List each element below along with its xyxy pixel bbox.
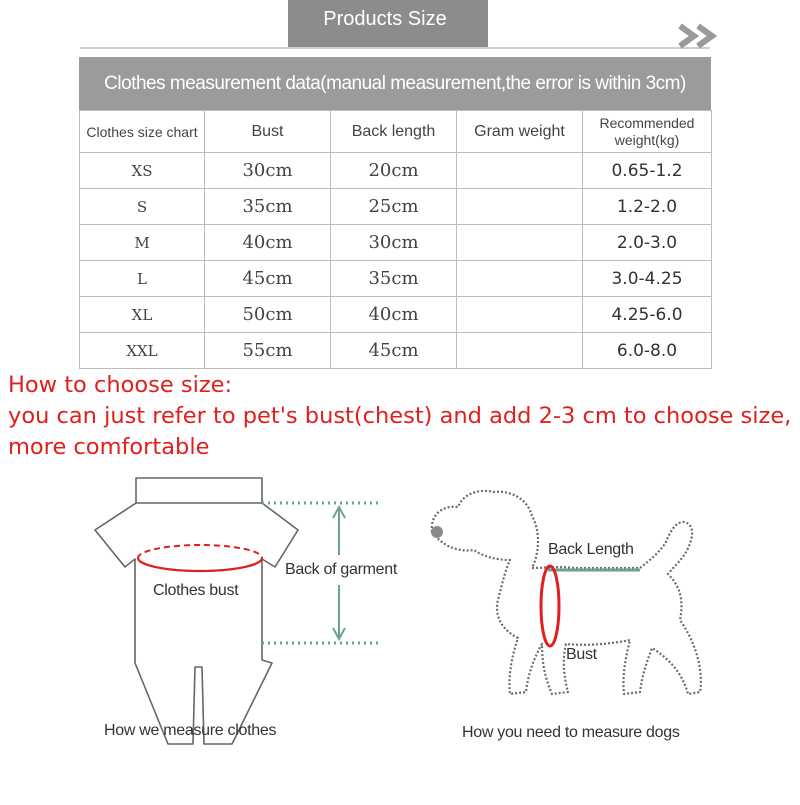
table-title: Clothes measurement data(manual measurement,the error is within 3cm)	[79, 57, 711, 110]
cell-weight: 2.0-3.0	[583, 225, 712, 261]
dog-nose-icon	[431, 526, 443, 538]
cell-weight: 4.25-6.0	[583, 297, 712, 333]
measurement-diagrams	[0, 460, 800, 800]
col-gram-weight: Gram weight	[457, 111, 583, 153]
diagram-drawing	[0, 460, 800, 800]
cell-back: 40cm	[331, 297, 457, 333]
cell-size: M	[80, 225, 205, 261]
cell-bust: 50cm	[205, 297, 331, 333]
cell-gram	[457, 153, 583, 189]
cell-bust: 30cm	[205, 153, 331, 189]
col-size: Clothes size chart	[80, 111, 205, 153]
cell-gram	[457, 189, 583, 225]
table-row	[80, 225, 712, 261]
table-row	[80, 261, 712, 297]
header-divider	[80, 47, 710, 49]
cell-gram	[457, 333, 583, 369]
dog-back-length-label: Back Length	[548, 541, 634, 558]
clothes-caption: How we measure clothes	[104, 722, 277, 739]
instructions-heading: How to choose size:	[8, 372, 233, 398]
instructions-line-1: you can just refer to pet's bust(chest) and add 2-3 cm to choose size,	[8, 403, 792, 429]
cell-weight: 3.0-4.25	[583, 261, 712, 297]
cell-size: XS	[80, 153, 205, 189]
cell-bust: 55cm	[205, 333, 331, 369]
cell-back: 45cm	[331, 333, 457, 369]
size-instructions	[8, 370, 800, 463]
col-bust: Bust	[205, 111, 331, 153]
dog-bust-label: Bust	[566, 646, 597, 663]
cell-weight: 0.65-1.2	[583, 153, 712, 189]
cell-back: 20cm	[331, 153, 457, 189]
clothes-bust-label: Clothes bust	[153, 582, 239, 599]
size-table	[79, 57, 711, 369]
cell-gram	[457, 297, 583, 333]
double-chevron-right-icon	[676, 22, 724, 50]
cell-bust: 35cm	[205, 189, 331, 225]
clothes-outline-icon	[95, 478, 298, 744]
cell-size: XXL	[80, 333, 205, 369]
cell-back: 30cm	[331, 225, 457, 261]
cell-bust: 40cm	[205, 225, 331, 261]
dog-bust-line	[541, 566, 559, 646]
back-of-garment-label: Back of garment	[285, 561, 398, 578]
table-row	[80, 153, 712, 189]
cell-size: S	[80, 189, 205, 225]
table-row	[80, 189, 712, 225]
cell-size: L	[80, 261, 205, 297]
col-recommended-weight: Recommended weight(kg)	[583, 111, 712, 153]
col-back-length: Back length	[331, 111, 457, 153]
cell-weight: 6.0-8.0	[583, 333, 712, 369]
table-header-row	[80, 111, 712, 153]
cell-bust: 45cm	[205, 261, 331, 297]
dog-caption: How you need to measure dogs	[462, 724, 680, 741]
cell-size: XL	[80, 297, 205, 333]
table-row	[80, 297, 712, 333]
instructions-line-2: more comfortable	[8, 434, 210, 460]
cell-back: 25cm	[331, 189, 457, 225]
table-row	[80, 333, 712, 369]
products-size-title: Products Size	[323, 8, 447, 30]
cell-gram	[457, 261, 583, 297]
cell-weight: 1.2-2.0	[583, 189, 712, 225]
cell-back: 35cm	[331, 261, 457, 297]
cell-gram	[457, 225, 583, 261]
